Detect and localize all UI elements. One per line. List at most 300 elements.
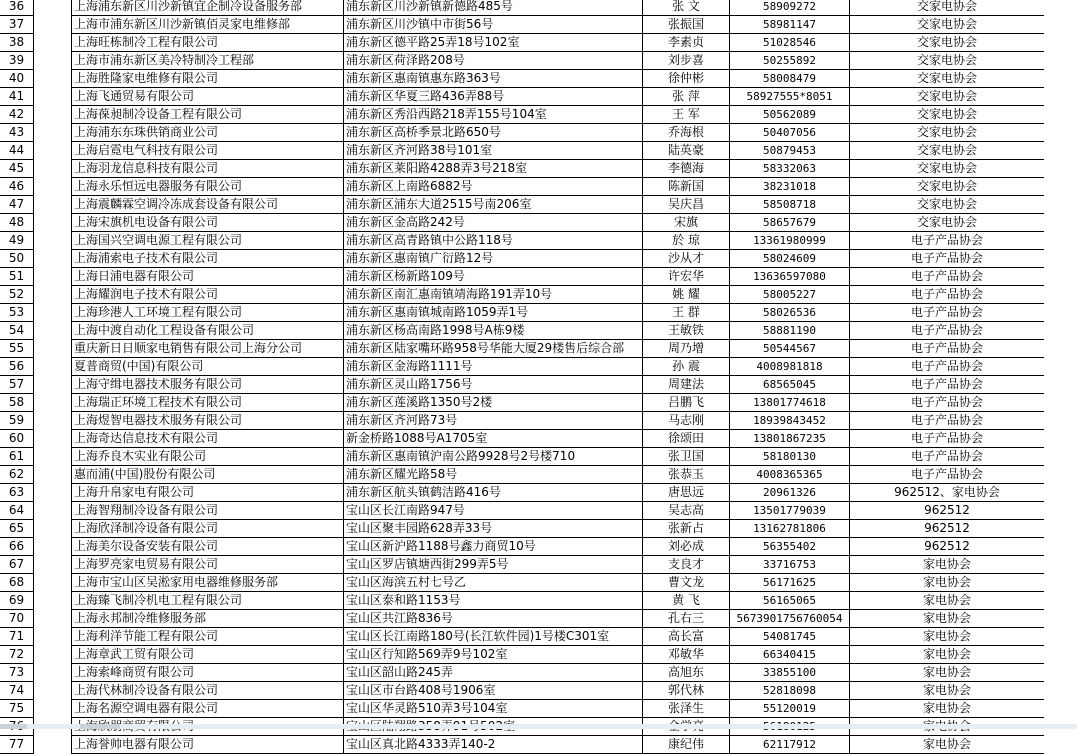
phone-cell[interactable]: 58008479 bbox=[730, 70, 850, 88]
address-cell[interactable]: 宝山区长江南路947号 bbox=[344, 502, 643, 520]
address-cell[interactable]: 浦东新区莲溪路1350号2楼 bbox=[344, 394, 643, 412]
phone-cell[interactable]: 4008365365 bbox=[730, 466, 850, 484]
association-cell[interactable]: 交家电协会 bbox=[850, 34, 1045, 52]
blank-cell[interactable] bbox=[34, 268, 72, 286]
table-row[interactable] bbox=[0, 232, 1044, 250]
table-row[interactable] bbox=[0, 268, 1044, 286]
row-number-cell[interactable]: 58 bbox=[0, 394, 34, 412]
table-row[interactable] bbox=[0, 88, 1044, 106]
association-cell[interactable]: 电子产品协会 bbox=[850, 358, 1045, 376]
address-cell[interactable]: 宝山区聚丰园路628弄33号 bbox=[344, 520, 643, 538]
blank-cell[interactable] bbox=[34, 538, 72, 556]
blank-cell[interactable] bbox=[34, 664, 72, 682]
table-row[interactable] bbox=[0, 466, 1044, 484]
address-cell[interactable]: 浦东新区惠南镇广衍路12号 bbox=[344, 250, 643, 268]
association-cell[interactable]: 交家电协会 bbox=[850, 124, 1045, 142]
contact-cell[interactable]: 李德海 bbox=[643, 160, 730, 178]
company-cell[interactable]: 上海飞通贸易有限公司 bbox=[72, 88, 344, 106]
address-cell[interactable]: 浦东新区高桥季景北路650号 bbox=[344, 124, 643, 142]
association-cell[interactable]: 交家电协会 bbox=[850, 70, 1045, 88]
row-number-cell[interactable]: 77 bbox=[0, 736, 34, 754]
contact-cell[interactable]: 张卫国 bbox=[643, 448, 730, 466]
phone-cell[interactable]: 13636597080 bbox=[730, 268, 850, 286]
company-cell[interactable]: 上海旺栋制冷工程有限公司 bbox=[72, 34, 344, 52]
table-row[interactable] bbox=[0, 412, 1044, 430]
phone-cell[interactable]: 5673901756760054 bbox=[730, 610, 850, 628]
blank-cell[interactable] bbox=[34, 556, 72, 574]
address-cell[interactable]: 浦东新区惠南镇沪南公路9928号2号楼710 bbox=[344, 448, 643, 466]
table-row[interactable] bbox=[0, 610, 1044, 628]
blank-cell[interactable] bbox=[34, 232, 72, 250]
table-row[interactable] bbox=[0, 250, 1044, 268]
association-cell[interactable]: 电子产品协会 bbox=[850, 304, 1045, 322]
contact-cell[interactable]: 刘必成 bbox=[643, 538, 730, 556]
phone-cell[interactable]: 58881190 bbox=[730, 322, 850, 340]
contact-cell[interactable]: 王 军 bbox=[643, 106, 730, 124]
phone-cell[interactable]: 58927555*8051 bbox=[730, 88, 850, 106]
table-row[interactable] bbox=[0, 376, 1044, 394]
phone-cell[interactable]: 50255892 bbox=[730, 52, 850, 70]
contact-cell[interactable]: 沙从才 bbox=[643, 250, 730, 268]
blank-cell[interactable] bbox=[34, 124, 72, 142]
company-cell[interactable]: 上海珍港人工环境工程有限公司 bbox=[72, 304, 344, 322]
blank-cell[interactable] bbox=[34, 88, 72, 106]
table-row[interactable] bbox=[0, 142, 1044, 160]
company-cell[interactable]: 上海代林制冷设备有限公司 bbox=[72, 682, 344, 700]
address-cell[interactable]: 宝山区共江路836号 bbox=[344, 610, 643, 628]
company-cell[interactable]: 上海中渡自动化工程设备有限公司 bbox=[72, 322, 344, 340]
company-cell[interactable]: 上海利洋节能工程有限公司 bbox=[72, 628, 344, 646]
row-number-cell[interactable]: 50 bbox=[0, 250, 34, 268]
address-cell[interactable]: 新金桥路1088号A1705室 bbox=[344, 430, 643, 448]
association-cell[interactable]: 交家电协会 bbox=[850, 196, 1045, 214]
phone-cell[interactable]: 52818098 bbox=[730, 682, 850, 700]
address-cell[interactable]: 浦东新区川沙新镇新德路485号 bbox=[344, 0, 643, 16]
contact-cell[interactable]: 张新占 bbox=[643, 520, 730, 538]
table-row[interactable] bbox=[0, 358, 1044, 376]
contact-cell[interactable]: 曹文龙 bbox=[643, 574, 730, 592]
phone-cell[interactable]: 51028546 bbox=[730, 34, 850, 52]
company-cell[interactable]: 上海浦东新区川沙新镇宜企制冷设备服务部 bbox=[72, 0, 344, 16]
company-cell[interactable]: 上海索峰商贸有限公司 bbox=[72, 664, 344, 682]
table-row[interactable] bbox=[0, 574, 1044, 592]
blank-cell[interactable] bbox=[34, 502, 72, 520]
address-cell[interactable]: 浦东新区上南路6882号 bbox=[344, 178, 643, 196]
address-cell[interactable]: 浦东新区莱阳路4288弄3号218室 bbox=[344, 160, 643, 178]
association-cell[interactable]: 电子产品协会 bbox=[850, 466, 1045, 484]
blank-cell[interactable] bbox=[34, 430, 72, 448]
contact-cell[interactable]: 支良才 bbox=[643, 556, 730, 574]
company-cell[interactable]: 上海胜隆家电维修有限公司 bbox=[72, 70, 344, 88]
row-number-cell[interactable]: 51 bbox=[0, 268, 34, 286]
address-cell[interactable]: 浦东新区陆家嘴环路958号华能大厦29楼售后综合部 bbox=[344, 340, 643, 358]
table-row[interactable] bbox=[0, 520, 1044, 538]
table-row[interactable] bbox=[0, 70, 1044, 88]
association-cell[interactable]: 962512、家电协会 bbox=[850, 484, 1045, 502]
address-cell[interactable]: 浦东新区高青路镇中公路118号 bbox=[344, 232, 643, 250]
company-cell[interactable]: 上海奇达信息技术有限公司 bbox=[72, 430, 344, 448]
contact-cell[interactable]: 乔海根 bbox=[643, 124, 730, 142]
association-cell[interactable]: 家电协会 bbox=[850, 682, 1045, 700]
blank-cell[interactable] bbox=[34, 304, 72, 322]
contact-cell[interactable]: 张泽生 bbox=[643, 700, 730, 718]
row-number-cell[interactable]: 57 bbox=[0, 376, 34, 394]
address-cell[interactable]: 宝山区真北路4333弄140-2 bbox=[344, 736, 643, 754]
contact-cell[interactable]: 吕鹏飞 bbox=[643, 394, 730, 412]
phone-cell[interactable]: 38231018 bbox=[730, 178, 850, 196]
row-number-cell[interactable]: 60 bbox=[0, 430, 34, 448]
table-row[interactable] bbox=[0, 592, 1044, 610]
address-cell[interactable]: 宝山区罗店镇塘西街299弄5号 bbox=[344, 556, 643, 574]
row-number-cell[interactable]: 49 bbox=[0, 232, 34, 250]
association-cell[interactable]: 家电协会 bbox=[850, 736, 1045, 754]
blank-cell[interactable] bbox=[34, 160, 72, 178]
association-cell[interactable]: 电子产品协会 bbox=[850, 250, 1045, 268]
blank-cell[interactable] bbox=[34, 142, 72, 160]
blank-cell[interactable] bbox=[34, 466, 72, 484]
address-cell[interactable]: 浦东新区航头镇鹤洁路416号 bbox=[344, 484, 643, 502]
row-number-cell[interactable]: 65 bbox=[0, 520, 34, 538]
contact-cell[interactable]: 邓敏华 bbox=[643, 646, 730, 664]
association-cell[interactable]: 家电协会 bbox=[850, 646, 1045, 664]
phone-cell[interactable]: 55120019 bbox=[730, 700, 850, 718]
association-cell[interactable]: 交家电协会 bbox=[850, 178, 1045, 196]
row-number-cell[interactable]: 59 bbox=[0, 412, 34, 430]
scrollbar-thumb[interactable] bbox=[80, 724, 120, 729]
contact-cell[interactable]: 郭代林 bbox=[643, 682, 730, 700]
table-row[interactable] bbox=[0, 322, 1044, 340]
contact-cell[interactable]: 孙 震 bbox=[643, 358, 730, 376]
address-cell[interactable]: 浦东新区南汇惠南镇靖海路191弄10号 bbox=[344, 286, 643, 304]
address-cell[interactable]: 浦东新区荷泽路208号 bbox=[344, 52, 643, 70]
row-number-cell[interactable]: 54 bbox=[0, 322, 34, 340]
blank-cell[interactable] bbox=[34, 736, 72, 754]
table-row[interactable] bbox=[0, 16, 1044, 34]
phone-cell[interactable]: 54081745 bbox=[730, 628, 850, 646]
association-cell[interactable]: 电子产品协会 bbox=[850, 394, 1045, 412]
association-cell[interactable]: 电子产品协会 bbox=[850, 376, 1045, 394]
phone-cell[interactable]: 56355402 bbox=[730, 538, 850, 556]
phone-cell[interactable]: 33855100 bbox=[730, 664, 850, 682]
address-cell[interactable]: 浦东新区浦东大道2515号南206室 bbox=[344, 196, 643, 214]
contact-cell[interactable]: 黄 飞 bbox=[643, 592, 730, 610]
association-cell[interactable]: 家电协会 bbox=[850, 610, 1045, 628]
association-cell[interactable]: 交家电协会 bbox=[850, 214, 1045, 232]
contact-cell[interactable]: 刘步喜 bbox=[643, 52, 730, 70]
table-row[interactable] bbox=[0, 0, 1044, 16]
contact-cell[interactable]: 徐颂田 bbox=[643, 430, 730, 448]
phone-cell[interactable]: 56171625 bbox=[730, 574, 850, 592]
association-cell[interactable]: 家电协会 bbox=[850, 574, 1045, 592]
phone-cell[interactable]: 13361980999 bbox=[730, 232, 850, 250]
association-cell[interactable]: 交家电协会 bbox=[850, 106, 1045, 124]
association-cell[interactable]: 电子产品协会 bbox=[850, 232, 1045, 250]
company-cell[interactable]: 上海守缉电器技术服务有限公司 bbox=[72, 376, 344, 394]
row-number-cell[interactable]: 42 bbox=[0, 106, 34, 124]
company-cell[interactable]: 上海宋旗机电设备有限公司 bbox=[72, 214, 344, 232]
company-cell[interactable]: 上海罗亮家电贸易有限公司 bbox=[72, 556, 344, 574]
blank-cell[interactable] bbox=[34, 520, 72, 538]
association-cell[interactable]: 交家电协会 bbox=[850, 142, 1045, 160]
phone-cell[interactable]: 50879453 bbox=[730, 142, 850, 160]
row-number-cell[interactable]: 55 bbox=[0, 340, 34, 358]
row-number-cell[interactable]: 62 bbox=[0, 466, 34, 484]
phone-cell[interactable]: 58981147 bbox=[730, 16, 850, 34]
company-cell[interactable]: 上海名源空调电器有限公司 bbox=[72, 700, 344, 718]
company-cell[interactable]: 上海臻飞制冷机电工程有限公司 bbox=[72, 592, 344, 610]
company-cell[interactable]: 上海煜智电器技术服务有限公司 bbox=[72, 412, 344, 430]
company-cell[interactable]: 上海瑞正环境工程技术有限公司 bbox=[72, 394, 344, 412]
row-number-cell[interactable]: 36 bbox=[0, 0, 34, 16]
phone-cell[interactable]: 13162781806 bbox=[730, 520, 850, 538]
address-cell[interactable]: 浦东新区杨高南路1998号A栋9楼 bbox=[344, 322, 643, 340]
association-cell[interactable]: 交家电协会 bbox=[850, 160, 1045, 178]
address-cell[interactable]: 宝山区行知路569弄9号102室 bbox=[344, 646, 643, 664]
table-row[interactable] bbox=[0, 700, 1044, 718]
row-number-cell[interactable]: 40 bbox=[0, 70, 34, 88]
row-number-cell[interactable]: 56 bbox=[0, 358, 34, 376]
table-row[interactable] bbox=[0, 556, 1044, 574]
contact-cell[interactable]: 康纪伟 bbox=[643, 736, 730, 754]
contact-cell[interactable]: 吴庆昌 bbox=[643, 196, 730, 214]
association-cell[interactable]: 家电协会 bbox=[850, 700, 1045, 718]
table-row[interactable] bbox=[0, 394, 1044, 412]
row-number-cell[interactable]: 61 bbox=[0, 448, 34, 466]
blank-cell[interactable] bbox=[34, 340, 72, 358]
contact-cell[interactable]: 周乃增 bbox=[643, 340, 730, 358]
contact-cell[interactable]: 张振国 bbox=[643, 16, 730, 34]
blank-cell[interactable] bbox=[34, 448, 72, 466]
association-cell[interactable]: 962512 bbox=[850, 520, 1045, 538]
row-number-cell[interactable]: 53 bbox=[0, 304, 34, 322]
address-cell[interactable]: 浦东新区川沙镇中市街56号 bbox=[344, 16, 643, 34]
row-number-cell[interactable]: 44 bbox=[0, 142, 34, 160]
company-cell[interactable]: 上海升帛家电有限公司 bbox=[72, 484, 344, 502]
address-cell[interactable]: 宝山区泰和路1153号 bbox=[344, 592, 643, 610]
row-number-cell[interactable]: 66 bbox=[0, 538, 34, 556]
table-row[interactable] bbox=[0, 430, 1044, 448]
table-row[interactable] bbox=[0, 178, 1044, 196]
blank-cell[interactable] bbox=[34, 322, 72, 340]
contact-cell[interactable]: 王敏铁 bbox=[643, 322, 730, 340]
table-row[interactable] bbox=[0, 502, 1044, 520]
company-cell[interactable]: 上海葆昶制冷设备工程有限公司 bbox=[72, 106, 344, 124]
table-row[interactable] bbox=[0, 304, 1044, 322]
company-cell[interactable]: 上海永邦制冷维修服务部 bbox=[72, 610, 344, 628]
blank-cell[interactable] bbox=[34, 646, 72, 664]
table-row[interactable] bbox=[0, 52, 1044, 70]
phone-cell[interactable]: 58180130 bbox=[730, 448, 850, 466]
table-row[interactable] bbox=[0, 682, 1044, 700]
phone-cell[interactable]: 13801867235 bbox=[730, 430, 850, 448]
table-row[interactable] bbox=[0, 484, 1044, 502]
table-row[interactable] bbox=[0, 214, 1044, 232]
blank-cell[interactable] bbox=[34, 358, 72, 376]
table-row[interactable] bbox=[0, 340, 1044, 358]
association-cell[interactable]: 962512 bbox=[850, 538, 1045, 556]
phone-cell[interactable]: 66340415 bbox=[730, 646, 850, 664]
contact-cell[interactable]: 高长富 bbox=[643, 628, 730, 646]
phone-cell[interactable]: 50562089 bbox=[730, 106, 850, 124]
contact-cell[interactable]: 张恭玉 bbox=[643, 466, 730, 484]
phone-cell[interactable]: 56165065 bbox=[730, 592, 850, 610]
company-cell[interactable]: 上海市宝山区吴淞家用电器维修服务部 bbox=[72, 574, 344, 592]
association-cell[interactable]: 电子产品协会 bbox=[850, 430, 1045, 448]
association-cell[interactable]: 962512 bbox=[850, 502, 1045, 520]
address-cell[interactable]: 浦东新区惠南镇城南路1059弄1号 bbox=[344, 304, 643, 322]
row-number-cell[interactable]: 43 bbox=[0, 124, 34, 142]
contact-cell[interactable]: 孔右三 bbox=[643, 610, 730, 628]
row-number-cell[interactable]: 37 bbox=[0, 16, 34, 34]
company-cell[interactable]: 上海永乐恒远电器服务有限公司 bbox=[72, 178, 344, 196]
association-cell[interactable]: 交家电协会 bbox=[850, 88, 1045, 106]
company-cell[interactable]: 上海启霓电气科技有限公司 bbox=[72, 142, 344, 160]
blank-cell[interactable] bbox=[34, 700, 72, 718]
row-number-cell[interactable]: 71 bbox=[0, 628, 34, 646]
address-cell[interactable]: 浦东新区华夏三路436弄88号 bbox=[344, 88, 643, 106]
table-row[interactable] bbox=[0, 34, 1044, 52]
association-cell[interactable]: 家电协会 bbox=[850, 628, 1045, 646]
company-cell[interactable]: 上海乔良木实业有限公司 bbox=[72, 448, 344, 466]
row-number-cell[interactable]: 45 bbox=[0, 160, 34, 178]
address-cell[interactable]: 宝山区新沪路1188号鑫力商贸10号 bbox=[344, 538, 643, 556]
company-cell[interactable]: 上海市浦东新区川沙新镇佰灵家电维修部 bbox=[72, 16, 344, 34]
contact-cell[interactable]: 许宏华 bbox=[643, 268, 730, 286]
association-cell[interactable]: 交家电协会 bbox=[850, 16, 1045, 34]
row-number-cell[interactable]: 70 bbox=[0, 610, 34, 628]
association-cell[interactable]: 家电协会 bbox=[850, 556, 1045, 574]
address-cell[interactable]: 浦东新区惠南镇惠东路363号 bbox=[344, 70, 643, 88]
row-number-cell[interactable]: 41 bbox=[0, 88, 34, 106]
table-row[interactable] bbox=[0, 448, 1044, 466]
contact-cell[interactable]: 周建法 bbox=[643, 376, 730, 394]
association-cell[interactable]: 家电协会 bbox=[850, 592, 1045, 610]
row-number-cell[interactable]: 75 bbox=[0, 700, 34, 718]
contact-cell[interactable]: 徐仲彬 bbox=[643, 70, 730, 88]
phone-cell[interactable]: 58024609 bbox=[730, 250, 850, 268]
phone-cell[interactable]: 20961326 bbox=[730, 484, 850, 502]
contact-cell[interactable]: 张 文 bbox=[643, 0, 730, 16]
company-cell[interactable]: 上海震麟霖空调冷冻成套设备有限公司 bbox=[72, 196, 344, 214]
blank-cell[interactable] bbox=[34, 70, 72, 88]
row-number-cell[interactable]: 69 bbox=[0, 592, 34, 610]
address-cell[interactable]: 浦东新区金高路242号 bbox=[344, 214, 643, 232]
address-cell[interactable]: 宝山区韶山路245弄 bbox=[344, 664, 643, 682]
address-cell[interactable]: 宝山区海滨五村七号乙 bbox=[344, 574, 643, 592]
phone-cell[interactable]: 33716753 bbox=[730, 556, 850, 574]
contact-cell[interactable]: 王 群 bbox=[643, 304, 730, 322]
contact-cell[interactable]: 陆英豪 bbox=[643, 142, 730, 160]
table-row[interactable] bbox=[0, 646, 1044, 664]
association-cell[interactable]: 电子产品协会 bbox=[850, 448, 1045, 466]
phone-cell[interactable]: 13501779039 bbox=[730, 502, 850, 520]
address-cell[interactable]: 宝山区市台路408号1906室 bbox=[344, 682, 643, 700]
table-row[interactable] bbox=[0, 664, 1044, 682]
phone-cell[interactable]: 58657679 bbox=[730, 214, 850, 232]
company-cell[interactable]: 上海日浦电器有限公司 bbox=[72, 268, 344, 286]
phone-cell[interactable]: 58909272 bbox=[730, 0, 850, 16]
horizontal-scrollbar[interactable] bbox=[0, 724, 1077, 729]
company-cell[interactable]: 上海浦索电子技术有限公司 bbox=[72, 250, 344, 268]
row-number-cell[interactable]: 67 bbox=[0, 556, 34, 574]
contact-cell[interactable]: 唐思远 bbox=[643, 484, 730, 502]
contact-cell[interactable]: 高旭东 bbox=[643, 664, 730, 682]
association-cell[interactable]: 交家电协会 bbox=[850, 0, 1045, 16]
table-row[interactable] bbox=[0, 736, 1044, 754]
row-number-cell[interactable]: 72 bbox=[0, 646, 34, 664]
phone-cell[interactable]: 58026536 bbox=[730, 304, 850, 322]
blank-cell[interactable] bbox=[34, 34, 72, 52]
company-cell[interactable]: 上海智翔制冷设备有限公司 bbox=[72, 502, 344, 520]
phone-cell[interactable]: 18939843452 bbox=[730, 412, 850, 430]
association-cell[interactable]: 电子产品协会 bbox=[850, 340, 1045, 358]
company-cell[interactable]: 上海市浦东新区美冷特制冷工程部 bbox=[72, 52, 344, 70]
company-cell[interactable]: 上海美尔设备安装有限公司 bbox=[72, 538, 344, 556]
phone-cell[interactable]: 58508718 bbox=[730, 196, 850, 214]
company-cell[interactable]: 惠而浦(中国)股份有限公司 bbox=[72, 466, 344, 484]
blank-cell[interactable] bbox=[34, 196, 72, 214]
address-cell[interactable]: 浦东新区德平路25弄18号102室 bbox=[344, 34, 643, 52]
blank-cell[interactable] bbox=[34, 682, 72, 700]
row-number-cell[interactable]: 52 bbox=[0, 286, 34, 304]
contact-cell[interactable]: 李素贞 bbox=[643, 34, 730, 52]
row-number-cell[interactable]: 68 bbox=[0, 574, 34, 592]
address-cell[interactable]: 浦东新区耀光路58号 bbox=[344, 466, 643, 484]
company-cell[interactable]: 上海浦东东珠供销商业公司 bbox=[72, 124, 344, 142]
blank-cell[interactable] bbox=[34, 16, 72, 34]
phone-cell[interactable]: 68565045 bbox=[730, 376, 850, 394]
blank-cell[interactable] bbox=[34, 592, 72, 610]
blank-cell[interactable] bbox=[34, 214, 72, 232]
address-cell[interactable]: 浦东新区秀沿西路218弄155号104室 bbox=[344, 106, 643, 124]
address-cell[interactable]: 宝山区华灵路510弄3号104室 bbox=[344, 700, 643, 718]
table-row[interactable] bbox=[0, 106, 1044, 124]
blank-cell[interactable] bbox=[34, 250, 72, 268]
contact-cell[interactable]: 吴志高 bbox=[643, 502, 730, 520]
blank-cell[interactable] bbox=[34, 394, 72, 412]
table-row[interactable] bbox=[0, 196, 1044, 214]
company-cell[interactable]: 上海国兴空调电源工程有限公司 bbox=[72, 232, 344, 250]
company-cell[interactable]: 上海羽龙信息科技有限公司 bbox=[72, 160, 344, 178]
address-cell[interactable]: 浦东新区灵山路1756号 bbox=[344, 376, 643, 394]
phone-cell[interactable]: 58332063 bbox=[730, 160, 850, 178]
blank-cell[interactable] bbox=[34, 628, 72, 646]
address-cell[interactable]: 浦东新区杨新路109号 bbox=[344, 268, 643, 286]
phone-cell[interactable]: 4008981818 bbox=[730, 358, 850, 376]
association-cell[interactable]: 交家电协会 bbox=[850, 52, 1045, 70]
association-cell[interactable]: 电子产品协会 bbox=[850, 286, 1045, 304]
address-cell[interactable]: 宝山区长江南路180号(长江软件园)1号楼C301室 bbox=[344, 628, 643, 646]
blank-cell[interactable] bbox=[34, 106, 72, 124]
company-cell[interactable]: 重庆新日日顺家电销售有限公司上海分公司 bbox=[72, 340, 344, 358]
blank-cell[interactable] bbox=[34, 0, 72, 16]
address-cell[interactable]: 浦东新区齐河路38号101室 bbox=[344, 142, 643, 160]
association-cell[interactable]: 电子产品协会 bbox=[850, 412, 1045, 430]
company-cell[interactable]: 上海耀润电子技术有限公司 bbox=[72, 286, 344, 304]
row-number-cell[interactable]: 48 bbox=[0, 214, 34, 232]
company-cell[interactable]: 上海章武工贸有限公司 bbox=[72, 646, 344, 664]
scrollbar-left-segment[interactable] bbox=[0, 724, 27, 729]
table-row[interactable] bbox=[0, 286, 1044, 304]
blank-cell[interactable] bbox=[34, 484, 72, 502]
row-number-cell[interactable]: 64 bbox=[0, 502, 34, 520]
blank-cell[interactable] bbox=[34, 178, 72, 196]
row-number-cell[interactable]: 74 bbox=[0, 682, 34, 700]
table-row[interactable] bbox=[0, 160, 1044, 178]
row-number-cell[interactable]: 73 bbox=[0, 664, 34, 682]
row-number-cell[interactable]: 39 bbox=[0, 52, 34, 70]
contact-cell[interactable]: 陈新国 bbox=[643, 178, 730, 196]
